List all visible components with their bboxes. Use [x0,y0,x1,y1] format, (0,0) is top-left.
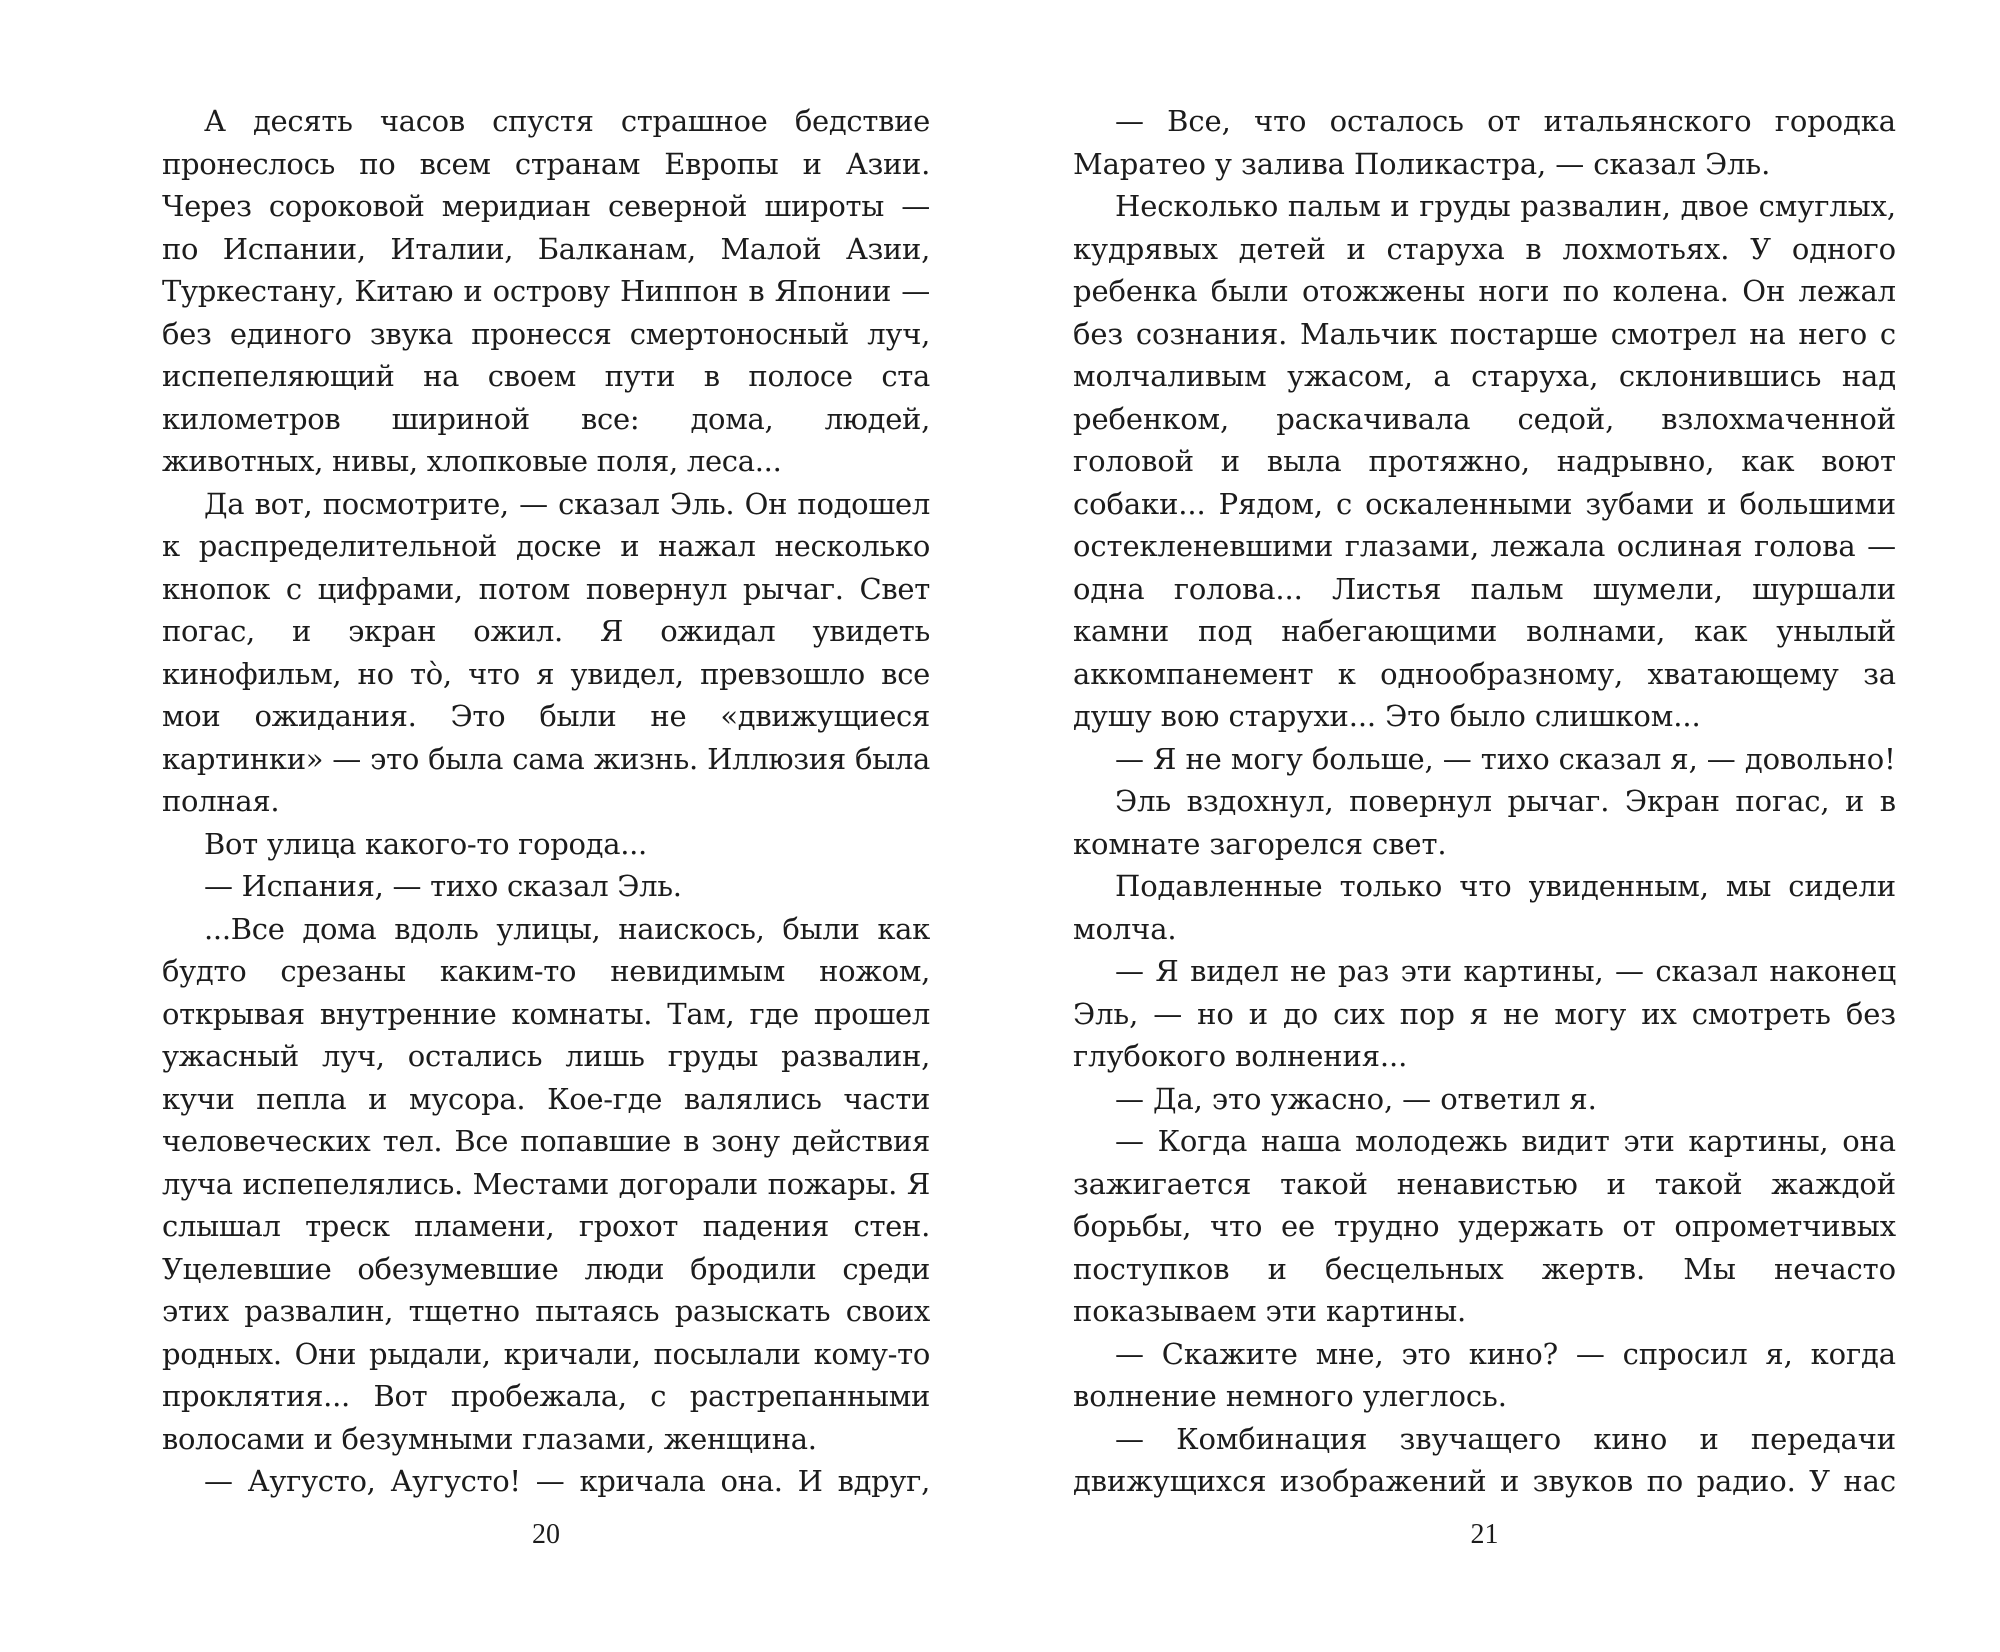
left-page [162,100,930,1550]
left-page-text [162,100,930,1503]
paragraph: Подавленные только что увиденным, мы сидели молча. [1073,869,1896,946]
paragraph: — Я видел не раз эти картины, — сказал наконец Эль, — но и до сих пор я не могу их смотреть без глубокого волнения... [1073,954,1896,1073]
paragraph: — Аугусто, Аугусто! — кричала она. И вдруг, [204,1464,930,1498]
paragraph: Вот улица какого-то города... [204,826,647,861]
right-page-text [1073,100,1896,1503]
paragraph: — Испания, — тихо сказал Эль. [204,869,682,903]
paragraph: — Все, что осталось от итальянского городка Маратео у залива Поликастра, — сказал Эль. [1073,104,1896,181]
paragraph: Да вот, посмотрите, — сказал Эль. Он подошел к распределительной доске и нажал несколько кнопок с цифрами, потом повернул рычаг. Свет погас, и экран ожил. Я ожидал увидеть кинофильм, но то̀, что я увидел, превзошло все мои ожидания. Это были не «движущиеся картинки» — это была сама жизнь. Иллюзия была полная. [162,486,930,818]
paragraph: — Комбинация звучащего кино и передачи движущихся изображений и звуков по радио. У нас [1073,1421,1896,1498]
paragraph: Эль вздохнул, повернул рычаг. Экран погас, и в комнате загорелся свет. [1073,784,1896,861]
paragraph: — Скажите мне, это кино? — спросил я, когда волнение немного улеглось. [1073,1336,1896,1413]
paragraph: — Да, это ужасно, — ответил я. [1115,1081,1597,1116]
paragraph: А десять часов спустя страшное бедствие пронеслось по всем странам Европы и Азии. Через сороковой меридиан северной широты — по Испании, Италии, Балканам, Малой Азии, Туркестану, Китаю и острову Ниппон в Японии — без единого звука пронесся смертоносный луч, испепеляющий на своем пути в полосе ста километров шириной все: дома, людей, животных, нивы, хлопковые поля, леса... [162,104,930,478]
paragraph: — Я не могу больше, — тихо сказал я, — довольно! [1115,741,1896,776]
paragraph: — Когда наша молодежь видит эти картины, она зажигается такой ненавистью и такой жаждой борьбы, что ее трудно удержать от опрометчивых поступков и бесцельных жертв. Мы нечасто показываем эти картины. [1073,1124,1896,1328]
paragraph: Несколько пальм и груды развалин, двое смуглых, кудрявых детей и старуха в лохмотьях. У одного ребенка были отожжены ноги по колена. Он лежал без сознания. Мальчик постарше смотрел на него с молчаливым ужасом, а старуха, склонившись над ребенком, раскачивала седой, взлохмаченной головой и выла протяжно, надрывно, как воют собаки... Рядом, с оскаленными зубами и большими остекленевшими глазами, лежала ослиная голова — одна голова... Листья пальм шумели, шуршали камни под набегающими волнами, как унылый аккомпанемент к однообразному, хватающему за душу вою старухи... Это было слишком... [1073,189,1896,733]
page-number: 20 [532,1519,560,1550]
paragraph: ...Все дома вдоль улицы, наискось, были как будто срезаны каким-то невидимым ножом, открывая внутренние комнаты. Там, где прошел ужасный луч, остались лишь груды развалин, кучи пепла и мусора. Кое-где валялись части человеческих тел. Все попавшие в зону действия луча испепелялись. Местами догорали пожары. Я слышал треск пламени, грохот падения стен. Уцелевшие обезумевшие люди бродили среди этих развалин, тщетно пытаясь разыскать своих родных. Они рыдали, кричали, посылали кому-то проклятия... Вот пробежала, с растрепанными волосами и безумными глазами, женщина. [162,911,930,1456]
right-page [1073,100,1896,1550]
page-number: 21 [1470,1519,1499,1550]
